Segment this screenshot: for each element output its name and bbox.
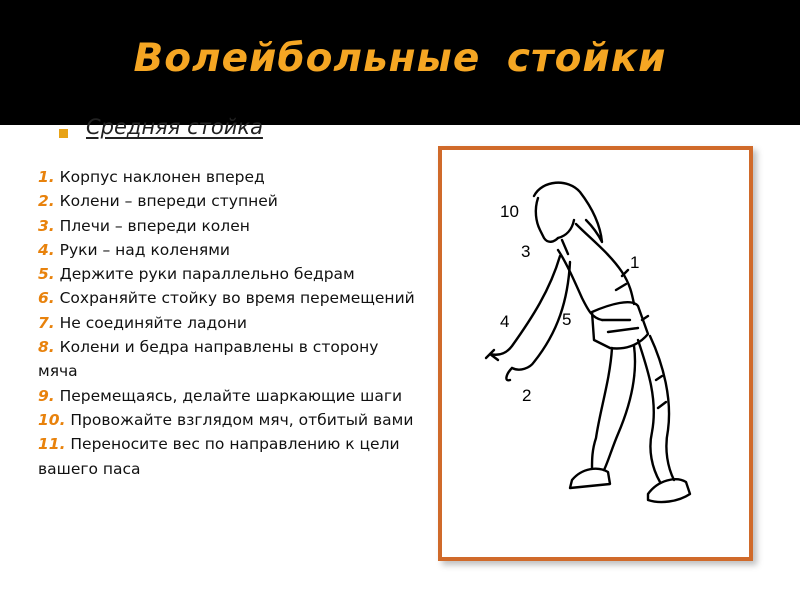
figure-frame xyxy=(438,146,753,561)
item-number: 9. xyxy=(38,386,55,405)
face-outline xyxy=(536,198,558,242)
item-text: Колени и бедра направлены в сторону мяча xyxy=(38,338,379,381)
item-text: Не соединяйте ладони xyxy=(54,313,247,332)
list-item xyxy=(38,238,420,262)
back-line xyxy=(576,224,634,304)
item-text: Провожайте взглядом мяч, отбитый вами xyxy=(65,410,414,429)
list-item xyxy=(38,432,420,481)
back-shoe xyxy=(570,469,610,488)
list-item xyxy=(38,189,420,213)
item-text: Переносите вес по направлению к цели вашего паса xyxy=(38,435,400,478)
item-number: 4. xyxy=(38,240,55,259)
list-item xyxy=(38,262,420,286)
item-number: 8. xyxy=(38,338,55,357)
item-number: 10. xyxy=(38,410,66,429)
list-item xyxy=(38,286,420,310)
item-text: Корпус наклонен вперед xyxy=(54,168,265,186)
front-shoe xyxy=(648,479,690,502)
item-text: Перемещаясь, делайте шаркающие шаги xyxy=(54,386,403,405)
bullet-icon xyxy=(59,129,68,138)
list-item xyxy=(38,311,420,335)
instruction-list xyxy=(38,165,420,481)
list-item xyxy=(38,214,420,238)
list-item xyxy=(38,335,420,384)
item-number: 3. xyxy=(38,216,55,235)
front-leg-front xyxy=(638,340,660,482)
item-text: Плечи – впереди колен xyxy=(54,216,250,235)
neck-line xyxy=(562,240,568,254)
list-item xyxy=(38,408,420,432)
list-item xyxy=(38,165,420,189)
item-number: 5. xyxy=(38,265,55,284)
slide-subtitle: Средняя стойка xyxy=(86,115,263,139)
item-text: Колени – впереди ступней xyxy=(54,192,278,211)
shorts-fold xyxy=(602,320,638,332)
item-text: Сохраняйте стойку во время перемещений xyxy=(54,289,415,308)
figure-label-1: 1 xyxy=(630,253,640,272)
item-text: Руки – над коленями xyxy=(54,240,230,259)
slide-title: Волейбольные стойки xyxy=(133,36,667,81)
item-number: 1. xyxy=(38,168,55,186)
back-leg-front xyxy=(592,348,612,468)
title-bar xyxy=(0,0,800,125)
near-hand xyxy=(506,368,512,380)
head-outline xyxy=(558,220,574,238)
back-leg-rear xyxy=(604,346,635,470)
item-number: 7. xyxy=(38,313,55,332)
volleyball-player-figure xyxy=(442,150,749,557)
figure-label-4: 4 xyxy=(500,312,510,331)
item-text: Держите руки параллельно бедрам xyxy=(54,265,355,284)
figure-label-2: 2 xyxy=(522,386,532,405)
item-number: 2. xyxy=(38,192,55,211)
shading-lines xyxy=(616,270,666,408)
figure-label-10: 10 xyxy=(500,202,519,221)
item-number: 11. xyxy=(38,435,66,454)
figure-label-5: 5 xyxy=(562,310,572,329)
list-item xyxy=(38,384,420,408)
item-number: 6. xyxy=(38,289,55,308)
figure-label-3: 3 xyxy=(521,242,531,261)
